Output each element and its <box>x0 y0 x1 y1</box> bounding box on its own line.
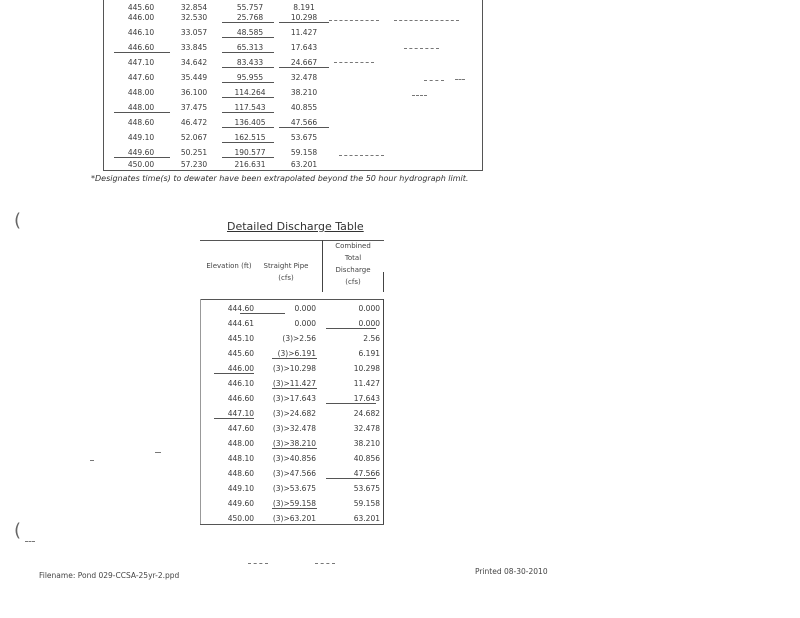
table-row: 448.00 37.475 117.543 40.855 <box>127 103 318 112</box>
footnote: *Designates time(s) to dewater have been extrapolated beyond the 50 hour hydrograph limit. <box>91 174 469 183</box>
table-row: 447.10 (3)>24.682 24.682 <box>227 409 380 418</box>
table-row: 445.60 (3)>6.191 6.191 <box>227 349 380 358</box>
footer-filename: Filename: Pond 029-CCSA-25yr-2.ppd <box>39 571 180 580</box>
upper-table <box>103 0 483 171</box>
table-row: 448.10 (3)>40.856 40.856 <box>227 454 380 463</box>
header-straight-pipe: Straight Pipe (cfs) <box>263 262 309 282</box>
table-row: 449.10 (3)>53.675 53.675 <box>227 484 380 493</box>
table-row: 447.10 34.642 83.433 24.667 <box>127 58 318 67</box>
table-row: 446.60 (3)>17.643 17.643 <box>227 394 380 403</box>
table-row: 444.61 0.000 0.000 <box>227 319 380 328</box>
table-row: 445.60 32.854 55.757 8.191 <box>127 3 315 12</box>
table-row: 448.60 (3)>47.566 47.566 <box>227 469 380 478</box>
table-row: 448.60 46.472 136.405 47.566 <box>127 118 318 127</box>
table-row: 450.00 (3)>63.201 63.201 <box>227 514 380 523</box>
table-row: 448.00 36.100 114.264 38.210 <box>127 88 318 97</box>
table-row: 446.00 (3)>10.298 10.298 <box>227 364 380 373</box>
header-elevation: Elevation (ft) <box>206 262 252 270</box>
header-combined-discharge: Combined Total Discharge (cfs) <box>335 242 371 286</box>
table-row: 446.10 (3)>11.427 11.427 <box>227 379 380 388</box>
discharge-table <box>200 240 384 525</box>
table-row: 449.10 52.067 162.515 53.675 <box>127 133 318 142</box>
table-row: 447.60 (3)>32.478 32.478 <box>227 424 380 433</box>
scan-mark: ( <box>14 520 22 541</box>
table-row: 449.60 50.251 190.577 59.158 <box>127 148 318 157</box>
table-row: 446.00 32.530 25.768 10.298 <box>127 13 318 22</box>
table-row: 449.60 (3)>59.158 59.158 <box>227 499 380 508</box>
table-row: 448.00 (3)>38.210 38.210 <box>227 439 380 448</box>
table-row: 444.60 0.000 0.000 <box>227 304 380 313</box>
table-row: 447.60 35.449 95.955 32.478 <box>127 73 318 82</box>
table-row: 445.10 (3)>2.56 2.56 <box>227 334 380 343</box>
discharge-table-title: Detailed Discharge Table <box>227 220 364 233</box>
table-row: 446.60 33.845 65.313 17.643 <box>127 43 318 52</box>
footer-printed: Printed 08-30-2010 <box>475 567 548 576</box>
table-row: 450.00 57.230 216.631 63.201 <box>127 160 318 169</box>
table-row: 446.10 33.057 48.585 11.427 <box>127 28 318 37</box>
scan-mark: ( <box>14 210 22 231</box>
